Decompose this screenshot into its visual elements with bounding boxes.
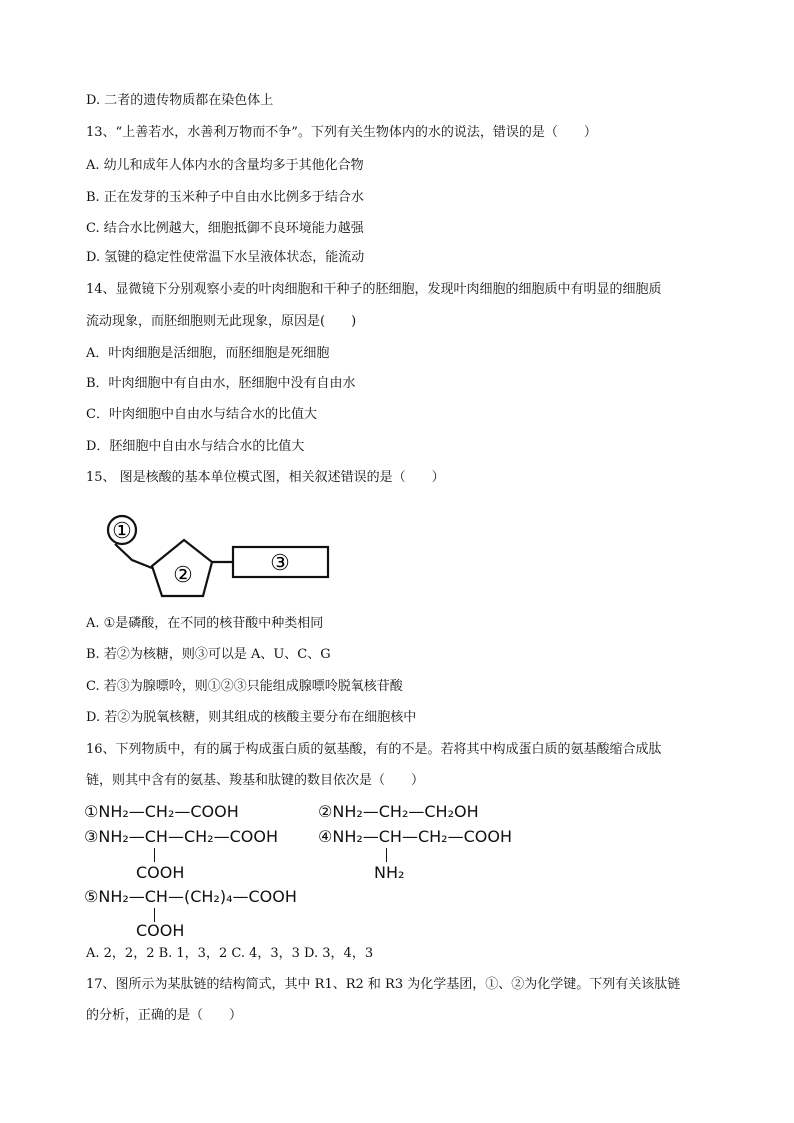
q14-stem-line2: 流动现象，而胚细胞则无此现象，原因是( ) — [86, 314, 357, 329]
formula-1: ①NH₂—CH₂—COOH — [84, 802, 239, 821]
formula-5-branch: COOH — [136, 921, 185, 940]
q13-option-b: B. 正在发芽的玉米种子中自由水比例多于结合水 — [86, 190, 364, 205]
q16-answer-options: A. 2，2，2 B. 1，3，2 C. 4，3，3 D. 3，4，3 — [86, 946, 374, 961]
formula-2: ②NH₂—CH₂—CH₂OH — [318, 802, 479, 821]
bond-4 — [386, 848, 387, 862]
formula-3: ③NH₂—CH—CH₂—COOH — [84, 827, 278, 846]
q15-option-d: D. 若②为脱氧核糖，则其组成的核酸主要分布在细胞核中 — [86, 710, 417, 725]
label-3: ③ — [270, 551, 290, 576]
q13-option-a: A. 幼儿和成年人体内水的含量均多于其他化合物 — [86, 158, 364, 173]
q14-option-b: B．叶肉细胞中有自由水，胚细胞中没有自由水 — [86, 376, 356, 391]
q13-option-d: D. 氢键的稳定性使常温下水呈液体状态，能流动 — [86, 250, 365, 265]
nucleotide-diagram — [100, 506, 340, 606]
q15-stem: 15、 图是核酸的基本单位模式图，相关叙述错误的是（ ） — [86, 470, 445, 485]
q13-option-c: C. 结合水比例越大，细胞抵御不良环境能力越强 — [86, 221, 364, 236]
q13-stem: 13、“上善若水，水善利万物而不争”。下列有关生物体内的水的说法，错误的是（ ） — [86, 125, 597, 140]
q14-stem-line1: 14、显微镜下分别观察小麦的叶肉细胞和干种子的胚细胞，发现叶肉细胞的细胞质中有明显的细胞质 — [86, 282, 662, 297]
q15-option-c: C. 若③为腺嘌呤，则①②③只能组成腺嘌呤脱氧核苷酸 — [86, 679, 403, 694]
q14-option-c: C．叶肉细胞中自由水与结合水的比值大 — [86, 407, 317, 422]
q16-stem-line2: 链，则其中含有的氨基、羧基和肽键的数目依次是（ ） — [86, 773, 425, 788]
bond-5 — [154, 908, 155, 922]
label-2: ② — [173, 563, 193, 588]
label-1: ① — [112, 519, 132, 544]
formula-4: ④NH₂—CH—CH₂—COOH — [318, 827, 512, 846]
q14-option-a: A．叶肉细胞是活细胞，而胚细胞是死细胞 — [86, 346, 330, 361]
bond-3 — [154, 848, 155, 862]
q15-option-a: A. ①是磷酸，在不同的核苷酸中种类相同 — [86, 616, 324, 631]
formula-5: ⑤NH₂—CH—(CH₂)₄—COOH — [84, 887, 297, 906]
q17-stem-line2: 的分析，正确的是（ ） — [86, 1008, 243, 1023]
formula-3-branch: COOH — [136, 863, 185, 882]
q12-option-d: D. 二者的遗传物质都在染色体上 — [86, 93, 274, 108]
q16-stem-line1: 16、下列物质中，有的属于构成蛋白质的氨基酸，有的不是。若将其中构成蛋白质的氨基酸缩合成肽 — [86, 742, 662, 757]
q14-option-d: D．胚细胞中自由水与结合水的比值大 — [86, 439, 305, 454]
q17-stem-line1: 17、图所示为某肽链的结构简式，其中 R1、R2 和 R3 为化学基团，①、②为化学键。下列有关该肽链 — [86, 977, 681, 992]
formula-4-branch: NH₂ — [374, 863, 405, 882]
q15-option-b: B. 若②为核糖，则③可以是 A、U、C、G — [86, 647, 331, 662]
